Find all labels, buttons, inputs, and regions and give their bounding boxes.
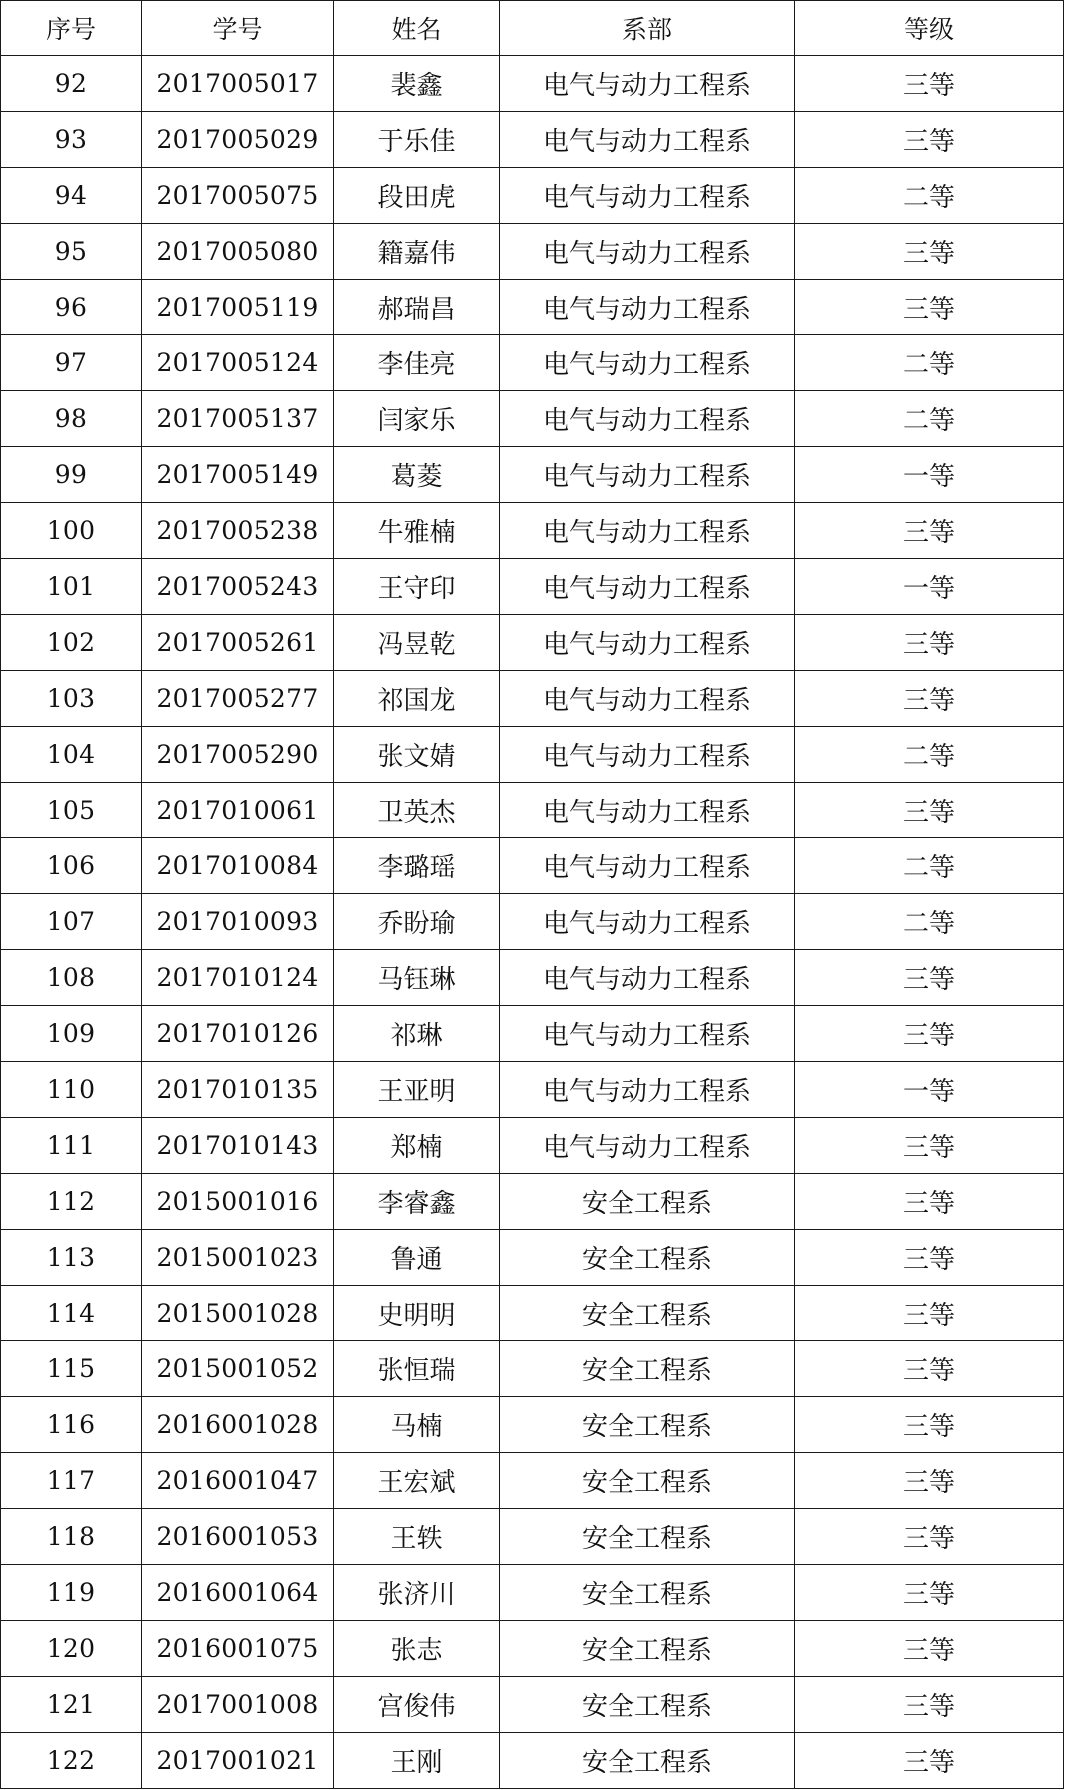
table-row bbox=[1, 670, 1064, 726]
department-cell: 电气与动力工程系 bbox=[500, 559, 795, 615]
name-cell: 乔盼瑜 bbox=[334, 894, 500, 950]
seq-cell: 121 bbox=[1, 1676, 142, 1732]
student-id-cell: 2017010126 bbox=[142, 1006, 334, 1062]
department-cell: 电气与动力工程系 bbox=[500, 167, 795, 223]
table-row bbox=[1, 1565, 1064, 1621]
name-cell: 张文婧 bbox=[334, 726, 500, 782]
department-cell: 安全工程系 bbox=[500, 1620, 795, 1676]
table-row bbox=[1, 1509, 1064, 1565]
name-cell: 张志 bbox=[334, 1620, 500, 1676]
student-id-cell: 2017001021 bbox=[142, 1732, 334, 1788]
level-cell: 三等 bbox=[795, 950, 1064, 1006]
name-cell: 段田虎 bbox=[334, 167, 500, 223]
seq-cell: 115 bbox=[1, 1341, 142, 1397]
seq-cell: 107 bbox=[1, 894, 142, 950]
department-cell: 电气与动力工程系 bbox=[500, 223, 795, 279]
name-cell: 郑楠 bbox=[334, 1117, 500, 1173]
table-body bbox=[1, 56, 1064, 1789]
table-row bbox=[1, 838, 1064, 894]
seq-cell: 102 bbox=[1, 614, 142, 670]
level-cell: 二等 bbox=[795, 894, 1064, 950]
name-cell: 史明明 bbox=[334, 1285, 500, 1341]
header-row bbox=[1, 1, 1064, 56]
seq-cell: 108 bbox=[1, 950, 142, 1006]
seq-cell: 120 bbox=[1, 1620, 142, 1676]
department-cell: 电气与动力工程系 bbox=[500, 503, 795, 559]
seq-cell: 117 bbox=[1, 1453, 142, 1509]
level-cell: 一等 bbox=[795, 1062, 1064, 1118]
table-row bbox=[1, 1062, 1064, 1118]
table-row bbox=[1, 56, 1064, 112]
level-cell: 三等 bbox=[795, 1341, 1064, 1397]
department-cell: 电气与动力工程系 bbox=[500, 1006, 795, 1062]
name-cell: 王宏斌 bbox=[334, 1453, 500, 1509]
student-id-cell: 2017005238 bbox=[142, 503, 334, 559]
student-id-cell: 2017010084 bbox=[142, 838, 334, 894]
name-cell: 王轶 bbox=[334, 1509, 500, 1565]
level-cell: 三等 bbox=[795, 670, 1064, 726]
level-cell: 二等 bbox=[795, 726, 1064, 782]
department-cell: 电气与动力工程系 bbox=[500, 56, 795, 112]
seq-cell: 94 bbox=[1, 167, 142, 223]
level-cell: 三等 bbox=[795, 1620, 1064, 1676]
table-row bbox=[1, 391, 1064, 447]
student-id-cell: 2017005017 bbox=[142, 56, 334, 112]
seq-cell: 93 bbox=[1, 111, 142, 167]
table-row bbox=[1, 894, 1064, 950]
level-cell: 三等 bbox=[795, 223, 1064, 279]
level-cell: 二等 bbox=[795, 167, 1064, 223]
header-seq: 序号 bbox=[1, 1, 142, 56]
department-cell: 电气与动力工程系 bbox=[500, 670, 795, 726]
level-cell: 三等 bbox=[795, 1397, 1064, 1453]
header-department: 系部 bbox=[500, 1, 795, 56]
seq-cell: 122 bbox=[1, 1732, 142, 1788]
header-name: 姓名 bbox=[334, 1, 500, 56]
level-cell: 三等 bbox=[795, 782, 1064, 838]
level-cell: 三等 bbox=[795, 1676, 1064, 1732]
seq-cell: 101 bbox=[1, 559, 142, 615]
student-id-cell: 2017001008 bbox=[142, 1676, 334, 1732]
department-cell: 电气与动力工程系 bbox=[500, 1117, 795, 1173]
name-cell: 张恒瑞 bbox=[334, 1341, 500, 1397]
department-cell: 安全工程系 bbox=[500, 1509, 795, 1565]
department-cell: 电气与动力工程系 bbox=[500, 838, 795, 894]
department-cell: 安全工程系 bbox=[500, 1565, 795, 1621]
student-id-cell: 2017005119 bbox=[142, 279, 334, 335]
name-cell: 王刚 bbox=[334, 1732, 500, 1788]
name-cell: 牛雅楠 bbox=[334, 503, 500, 559]
name-cell: 籍嘉伟 bbox=[334, 223, 500, 279]
student-id-cell: 2017010135 bbox=[142, 1062, 334, 1118]
name-cell: 祁国龙 bbox=[334, 670, 500, 726]
table-row bbox=[1, 111, 1064, 167]
level-cell: 三等 bbox=[795, 56, 1064, 112]
level-cell: 三等 bbox=[795, 279, 1064, 335]
name-cell: 郝瑞昌 bbox=[334, 279, 500, 335]
seq-cell: 95 bbox=[1, 223, 142, 279]
level-cell: 二等 bbox=[795, 391, 1064, 447]
student-id-cell: 2017010061 bbox=[142, 782, 334, 838]
name-cell: 马楠 bbox=[334, 1397, 500, 1453]
table-row bbox=[1, 614, 1064, 670]
name-cell: 李佳亮 bbox=[334, 335, 500, 391]
name-cell: 闫家乐 bbox=[334, 391, 500, 447]
seq-cell: 98 bbox=[1, 391, 142, 447]
table-row bbox=[1, 950, 1064, 1006]
seq-cell: 103 bbox=[1, 670, 142, 726]
table-header bbox=[1, 1, 1064, 56]
name-cell: 王亚明 bbox=[334, 1062, 500, 1118]
department-cell: 电气与动力工程系 bbox=[500, 726, 795, 782]
table-row bbox=[1, 335, 1064, 391]
table-row bbox=[1, 1117, 1064, 1173]
student-id-cell: 2015001028 bbox=[142, 1285, 334, 1341]
department-cell: 电气与动力工程系 bbox=[500, 111, 795, 167]
name-cell: 于乐佳 bbox=[334, 111, 500, 167]
student-id-cell: 2016001047 bbox=[142, 1453, 334, 1509]
student-id-cell: 2017005243 bbox=[142, 559, 334, 615]
level-cell: 一等 bbox=[795, 447, 1064, 503]
department-cell: 电气与动力工程系 bbox=[500, 1062, 795, 1118]
student-id-cell: 2017010093 bbox=[142, 894, 334, 950]
department-cell: 安全工程系 bbox=[500, 1229, 795, 1285]
student-id-cell: 2017005261 bbox=[142, 614, 334, 670]
student-id-cell: 2016001028 bbox=[142, 1397, 334, 1453]
department-cell: 安全工程系 bbox=[500, 1676, 795, 1732]
level-cell: 三等 bbox=[795, 1565, 1064, 1621]
seq-cell: 114 bbox=[1, 1285, 142, 1341]
name-cell: 李璐瑶 bbox=[334, 838, 500, 894]
table-row bbox=[1, 1006, 1064, 1062]
student-id-cell: 2017005149 bbox=[142, 447, 334, 503]
department-cell: 安全工程系 bbox=[500, 1173, 795, 1229]
name-cell: 祁琳 bbox=[334, 1006, 500, 1062]
level-cell: 一等 bbox=[795, 559, 1064, 615]
seq-cell: 106 bbox=[1, 838, 142, 894]
name-cell: 葛菱 bbox=[334, 447, 500, 503]
table-row bbox=[1, 167, 1064, 223]
department-cell: 电气与动力工程系 bbox=[500, 391, 795, 447]
table-row bbox=[1, 1285, 1064, 1341]
name-cell: 李睿鑫 bbox=[334, 1173, 500, 1229]
table-row bbox=[1, 503, 1064, 559]
seq-cell: 104 bbox=[1, 726, 142, 782]
header-level: 等级 bbox=[795, 1, 1064, 56]
level-cell: 三等 bbox=[795, 1006, 1064, 1062]
seq-cell: 96 bbox=[1, 279, 142, 335]
table-row bbox=[1, 726, 1064, 782]
table-row bbox=[1, 223, 1064, 279]
department-cell: 电气与动力工程系 bbox=[500, 894, 795, 950]
student-id-cell: 2016001075 bbox=[142, 1620, 334, 1676]
department-cell: 电气与动力工程系 bbox=[500, 279, 795, 335]
student-id-cell: 2017005277 bbox=[142, 670, 334, 726]
level-cell: 三等 bbox=[795, 614, 1064, 670]
department-cell: 电气与动力工程系 bbox=[500, 950, 795, 1006]
table-row bbox=[1, 1453, 1064, 1509]
department-cell: 安全工程系 bbox=[500, 1397, 795, 1453]
student-id-cell: 2016001064 bbox=[142, 1565, 334, 1621]
table-row bbox=[1, 782, 1064, 838]
level-cell: 三等 bbox=[795, 1285, 1064, 1341]
department-cell: 电气与动力工程系 bbox=[500, 447, 795, 503]
department-cell: 安全工程系 bbox=[500, 1453, 795, 1509]
level-cell: 三等 bbox=[795, 1117, 1064, 1173]
level-cell: 三等 bbox=[795, 1229, 1064, 1285]
header-student-id: 学号 bbox=[142, 1, 334, 56]
seq-cell: 110 bbox=[1, 1062, 142, 1118]
student-id-cell: 2016001053 bbox=[142, 1509, 334, 1565]
student-id-cell: 2017005137 bbox=[142, 391, 334, 447]
student-id-cell: 2017010143 bbox=[142, 1117, 334, 1173]
table-row bbox=[1, 1173, 1064, 1229]
seq-cell: 112 bbox=[1, 1173, 142, 1229]
department-cell: 安全工程系 bbox=[500, 1732, 795, 1788]
table-row bbox=[1, 1676, 1064, 1732]
level-cell: 三等 bbox=[795, 503, 1064, 559]
table-row bbox=[1, 1229, 1064, 1285]
seq-cell: 111 bbox=[1, 1117, 142, 1173]
level-cell: 三等 bbox=[795, 111, 1064, 167]
student-id-cell: 2017005290 bbox=[142, 726, 334, 782]
department-cell: 安全工程系 bbox=[500, 1285, 795, 1341]
student-id-cell: 2015001023 bbox=[142, 1229, 334, 1285]
name-cell: 卫英杰 bbox=[334, 782, 500, 838]
student-id-cell: 2017005080 bbox=[142, 223, 334, 279]
table-row bbox=[1, 279, 1064, 335]
student-id-cell: 2017005075 bbox=[142, 167, 334, 223]
department-cell: 电气与动力工程系 bbox=[500, 782, 795, 838]
level-cell: 三等 bbox=[795, 1732, 1064, 1788]
seq-cell: 118 bbox=[1, 1509, 142, 1565]
seq-cell: 116 bbox=[1, 1397, 142, 1453]
level-cell: 三等 bbox=[795, 1453, 1064, 1509]
level-cell: 三等 bbox=[795, 1509, 1064, 1565]
name-cell: 王守印 bbox=[334, 559, 500, 615]
level-cell: 三等 bbox=[795, 1173, 1064, 1229]
table-row bbox=[1, 1732, 1064, 1788]
seq-cell: 119 bbox=[1, 1565, 142, 1621]
level-cell: 二等 bbox=[795, 335, 1064, 391]
table-row bbox=[1, 1341, 1064, 1397]
student-id-cell: 2017010124 bbox=[142, 950, 334, 1006]
student-id-cell: 2015001016 bbox=[142, 1173, 334, 1229]
table-row bbox=[1, 1620, 1064, 1676]
seq-cell: 105 bbox=[1, 782, 142, 838]
department-cell: 安全工程系 bbox=[500, 1341, 795, 1397]
level-cell: 二等 bbox=[795, 838, 1064, 894]
table-row bbox=[1, 559, 1064, 615]
name-cell: 鲁通 bbox=[334, 1229, 500, 1285]
seq-cell: 97 bbox=[1, 335, 142, 391]
table-row bbox=[1, 1397, 1064, 1453]
name-cell: 冯昱乾 bbox=[334, 614, 500, 670]
table-row bbox=[1, 447, 1064, 503]
name-cell: 张济川 bbox=[334, 1565, 500, 1621]
department-cell: 电气与动力工程系 bbox=[500, 614, 795, 670]
name-cell: 裴鑫 bbox=[334, 56, 500, 112]
seq-cell: 109 bbox=[1, 1006, 142, 1062]
seq-cell: 113 bbox=[1, 1229, 142, 1285]
seq-cell: 99 bbox=[1, 447, 142, 503]
seq-cell: 92 bbox=[1, 56, 142, 112]
department-cell: 电气与动力工程系 bbox=[500, 335, 795, 391]
name-cell: 马钰琳 bbox=[334, 950, 500, 1006]
seq-cell: 100 bbox=[1, 503, 142, 559]
student-id-cell: 2017005029 bbox=[142, 111, 334, 167]
student-id-cell: 2015001052 bbox=[142, 1341, 334, 1397]
name-cell: 宫俊伟 bbox=[334, 1676, 500, 1732]
student-id-cell: 2017005124 bbox=[142, 335, 334, 391]
